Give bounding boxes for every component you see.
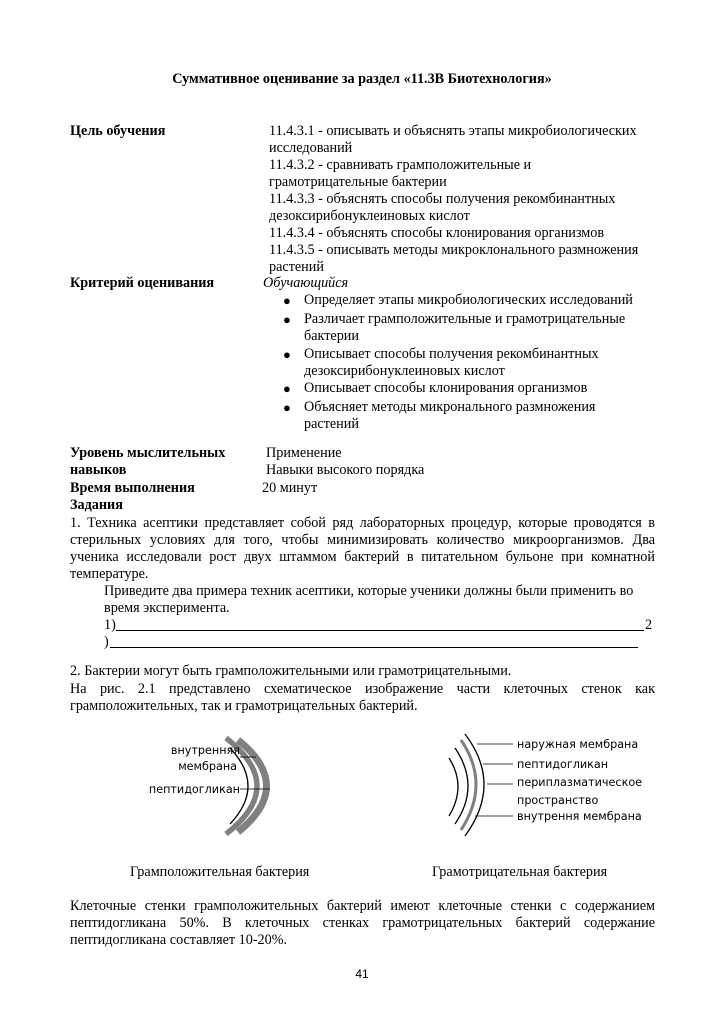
objective-line: 11.4.3.5 - описывать методы микроклонального размножения [269,242,639,258]
task2-line: грамположительных, так и грамотрицательных бактерий. [70,698,418,714]
task2-intro: 2. Бактерии могут быть грамположительными или грамотрицательными. [70,663,512,679]
answer1-line[interactable] [116,630,644,631]
thinking-level-label: навыков [70,462,127,478]
tasks-heading: Задания [70,497,123,513]
gram-negative-diagram [425,724,645,844]
peptidoglycan-label: пептидогликан [517,758,609,771]
task1-line: температуре. [70,566,149,582]
objective-line: растений [269,259,324,275]
bullet-icon: ● [283,347,291,362]
objective-line: грамотрицательные бактерии [269,174,447,190]
bullet-icon: ● [283,293,291,308]
closing-line: пептидогликана 50%. В клеточных стенках грамотрицательных бактерий содержание [70,915,655,931]
inner-membrane-label: внутрення мембрана [517,810,642,823]
objective-line: 11.4.3.2 - сравнивать грамположительные и [269,157,532,173]
objective-line: 11.4.3.1 - описывать и объяснять этапы микробиологических [269,123,637,139]
criteria-item-text: Различает грамположительные и грамотрицательные [304,311,626,327]
closing-line: Клеточные стенки грамположительных бактерий имеют клеточные стенки с содержанием [70,898,655,914]
thinking-level-label: Уровень мыслительных [70,445,226,461]
criteria-item-text: Описывает способы получения рекомбинантных [304,346,599,362]
criteria-item-text: растений [304,416,359,432]
task1-question: Приведите два примера техник асептики, которые ученики должны были применить во [104,583,634,599]
criteria-item [0,311,724,345]
criteria-item [0,399,724,433]
criteria-item [0,346,724,380]
bullet-icon: ● [283,400,291,415]
criteria-item-text: Объясняет методы микронального размножения [304,399,596,415]
objectives-label: Цель обучения [70,123,166,139]
objective-line: дезоксирибонуклеиновых кислот [269,208,470,224]
page-number: 41 [355,967,369,981]
bullet-icon: ● [283,312,291,327]
objective-line: исследований [269,140,353,156]
criteria-item-text: дезоксирибонуклеиновых кислот [304,363,505,379]
thinking-level-value: Навыки высокого порядка [266,462,425,478]
time-value: 20 минут [262,480,318,496]
closing-line: пептидогликана составляет 10-20%. [70,932,288,948]
criteria-item-text: бактерии [304,328,359,344]
task1-line: ученика исследовали рост двух штаммом бактерий в питательном бульоне при комнатной [70,549,655,565]
answer1-suffix: 2 [645,617,653,633]
gram-positive-caption: Грамположительная бактерия [130,864,310,880]
inner-membrane-label: мембрана [178,760,237,773]
periplasmic-space-label: пространство [517,794,599,807]
task1-line: 1. Техника асептики представляет собой ряд лабораторных процедур, которые проводятся в [70,515,655,531]
page-title: Суммативное оценивание за раздел «11.3В Биотехнология» [172,71,552,87]
criteria-subtitle: Обучающийся [263,275,349,291]
gram-positive-diagram [140,730,310,842]
answer2-line[interactable] [110,647,638,648]
gram-negative-caption: Грамотрицательная бактерия [432,864,608,880]
inner-membrane-layer [449,758,458,816]
periplasmic-space-label: периплазматическое [517,776,643,789]
peptidoglycan-label: пептидогликан [148,783,240,796]
objective-line: 11.4.3.3 - объяснять способы получения рекомбинантных [269,191,616,207]
answer2-prefix: ) [104,634,109,650]
task1-line: стерильных условиях для того, чтобы минимизировать количество микроорганизмов. Два [70,532,655,548]
criteria-item-text: Описывает способы клонирования организмов [304,380,588,396]
bullet-icon: ● [283,381,291,396]
criteria-item [0,380,724,397]
task2-line: На рис. 2.1 представлено схематическое изображение части клеточных стенок как [70,681,655,697]
task1-question: время эксперимента. [104,600,230,616]
thinking-level-value: Применение [266,445,342,461]
inner-membrane-label: внутренняя [170,744,240,757]
answer1-prefix: 1) [104,617,116,633]
time-label: Время выполнения [70,480,195,496]
criteria-item-text: Определяет этапы микробиологических исследований [304,292,633,308]
criteria-item [0,292,724,309]
criteria-label: Критерий оценивания [70,275,215,291]
inner-membrane-layer [455,748,468,824]
objective-line: 11.4.3.4 - объяснять способы клонирования организмов [269,225,605,241]
outer-membrane-label: наружная мембрана [517,738,639,751]
